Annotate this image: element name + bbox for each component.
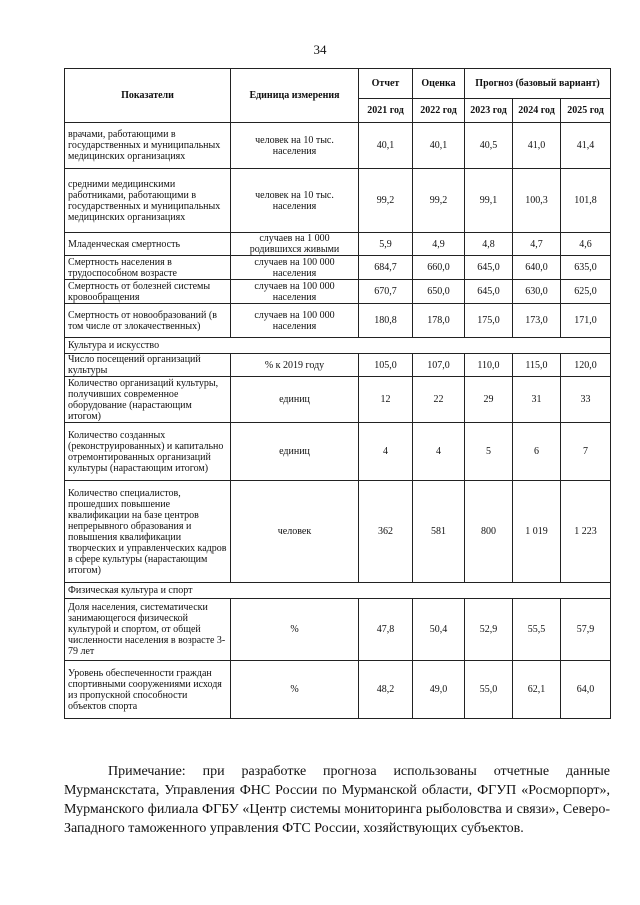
header-unit: Единица измерения xyxy=(231,69,359,123)
indicator-cell: Смертность населения в трудоспособном возрасте xyxy=(65,256,231,280)
unit-cell: случаев на 1 000 родившихся живыми xyxy=(231,233,359,256)
value-cell: 64,0 xyxy=(561,661,611,719)
value-cell: 47,8 xyxy=(359,599,413,661)
value-cell: 55,5 xyxy=(513,599,561,661)
value-cell: 1 223 xyxy=(561,481,611,583)
value-cell: 5,9 xyxy=(359,233,413,256)
value-cell: 173,0 xyxy=(513,304,561,338)
value-cell: 110,0 xyxy=(465,354,513,377)
indicator-cell: Смертность от новообразований (в том числе от злокачественных) xyxy=(65,304,231,338)
value-cell: 4,6 xyxy=(561,233,611,256)
value-cell: 100,3 xyxy=(513,169,561,233)
unit-cell: случаев на 100 000 населения xyxy=(231,304,359,338)
value-cell: 41,4 xyxy=(561,123,611,169)
value-cell: 99,2 xyxy=(413,169,465,233)
value-cell: 640,0 xyxy=(513,256,561,280)
indicator-cell: Количество организаций культуры, получивших современное оборудование (нарастающим итогом) xyxy=(65,377,231,423)
value-cell: 7 xyxy=(561,423,611,481)
unit-cell: % к 2019 году xyxy=(231,354,359,377)
value-cell: 107,0 xyxy=(413,354,465,377)
value-cell: 650,0 xyxy=(413,280,465,304)
table-row xyxy=(65,661,611,719)
indicator-cell: средними медицинскими работниками, работающими в государственных и муниципальных медицинских организациях xyxy=(65,169,231,233)
table-row xyxy=(65,123,611,169)
value-cell: 635,0 xyxy=(561,256,611,280)
value-cell: 55,0 xyxy=(465,661,513,719)
unit-cell: единиц xyxy=(231,423,359,481)
rows-sport xyxy=(65,599,611,719)
table-row xyxy=(65,280,611,304)
table-row xyxy=(65,304,611,338)
value-cell: 99,1 xyxy=(465,169,513,233)
header-year: 2023 год xyxy=(465,99,513,123)
value-cell: 115,0 xyxy=(513,354,561,377)
indicator-cell: Уровень обеспеченности граждан спортивными сооружениями исходя из пропускной способности объектов спорта xyxy=(65,661,231,719)
table-row xyxy=(65,377,611,423)
value-cell: 180,8 xyxy=(359,304,413,338)
header-forecast: Прогноз (базовый вариант) xyxy=(465,69,611,99)
indicator-cell: Доля населения, систематически занимающегося физической культурой и спортом, от общей численности населения в возрасте 3-79 лет xyxy=(65,599,231,661)
unit-cell: человек на 10 тыс. населения xyxy=(231,123,359,169)
value-cell: 645,0 xyxy=(465,280,513,304)
indicator-cell: Число посещений организаций культуры xyxy=(65,354,231,377)
value-cell: 4,9 xyxy=(413,233,465,256)
value-cell: 40,1 xyxy=(359,123,413,169)
unit-cell: случаев на 100 000 населения xyxy=(231,280,359,304)
table-row xyxy=(65,481,611,583)
indicator-cell: Смертность от болезней системы кровообращения xyxy=(65,280,231,304)
rows-culture xyxy=(65,354,611,583)
value-cell: 581 xyxy=(413,481,465,583)
value-cell: 52,9 xyxy=(465,599,513,661)
rows-health xyxy=(65,123,611,338)
section-culture xyxy=(65,338,611,354)
value-cell: 4 xyxy=(413,423,465,481)
value-cell: 6 xyxy=(513,423,561,481)
header-year: 2025 год xyxy=(561,99,611,123)
value-cell: 31 xyxy=(513,377,561,423)
value-cell: 101,8 xyxy=(561,169,611,233)
header-year: 2021 год xyxy=(359,99,413,123)
table-row xyxy=(65,599,611,661)
table-row xyxy=(65,423,611,481)
section-title: Культура и искусство xyxy=(65,338,611,354)
value-cell: 62,1 xyxy=(513,661,561,719)
value-cell: 5 xyxy=(465,423,513,481)
indicator-cell: Количество специалистов, прошедших повышение квалификации на базе центров непрерывного образования и повышения квалификации творческих и управленческих кадров в сфере культуры (нарастающим итогом) xyxy=(65,481,231,583)
value-cell: 57,9 xyxy=(561,599,611,661)
value-cell: 41,0 xyxy=(513,123,561,169)
indicator-cell: врачами, работающими в государственных и муниципальных медицинских организациях xyxy=(65,123,231,169)
value-cell: 362 xyxy=(359,481,413,583)
unit-cell: случаев на 100 000 населения xyxy=(231,256,359,280)
header-year: 2022 год xyxy=(413,99,465,123)
unit-cell: % xyxy=(231,661,359,719)
table-row xyxy=(65,256,611,280)
value-cell: 29 xyxy=(465,377,513,423)
value-cell: 22 xyxy=(413,377,465,423)
indicator-cell: Количество созданных (реконструированных) и капитально отремонтированных организаций культуры (нарастающим итогом) xyxy=(65,423,231,481)
table-row xyxy=(65,354,611,377)
section-sport xyxy=(65,583,611,599)
value-cell: 1 019 xyxy=(513,481,561,583)
header-indicator: Показатели xyxy=(65,69,231,123)
value-cell: 175,0 xyxy=(465,304,513,338)
value-cell: 99,2 xyxy=(359,169,413,233)
value-cell: 40,5 xyxy=(465,123,513,169)
header-estimate: Оценка xyxy=(413,69,465,99)
header-year: 2024 год xyxy=(513,99,561,123)
value-cell: 800 xyxy=(465,481,513,583)
indicator-cell: Младенческая смертность xyxy=(65,233,231,256)
value-cell: 645,0 xyxy=(465,256,513,280)
unit-cell: человек xyxy=(231,481,359,583)
value-cell: 625,0 xyxy=(561,280,611,304)
unit-cell: человек на 10 тыс. населения xyxy=(231,169,359,233)
value-cell: 4,8 xyxy=(465,233,513,256)
footnote: Примечание: при разработке прогноза использованы отчетные данные Мурманскстата, Управления ФНС России по Мурманской области, ФГУП «Росморпорт», Мурманского филиала ФГБУ «Центр системы мониторинга рыболовства и связи», Северо-Западного таможенного управления ФТС России, хозяйствующих субъектов. xyxy=(64,764,610,836)
value-cell: 49,0 xyxy=(413,661,465,719)
value-cell: 120,0 xyxy=(561,354,611,377)
value-cell: 4 xyxy=(359,423,413,481)
value-cell: 670,7 xyxy=(359,280,413,304)
unit-cell: единиц xyxy=(231,377,359,423)
value-cell: 178,0 xyxy=(413,304,465,338)
unit-cell: % xyxy=(231,599,359,661)
header-report: Отчет xyxy=(359,69,413,99)
value-cell: 171,0 xyxy=(561,304,611,338)
value-cell: 33 xyxy=(561,377,611,423)
value-cell: 50,4 xyxy=(413,599,465,661)
value-cell: 40,1 xyxy=(413,123,465,169)
forecast-table xyxy=(64,68,611,719)
value-cell: 12 xyxy=(359,377,413,423)
value-cell: 630,0 xyxy=(513,280,561,304)
value-cell: 48,2 xyxy=(359,661,413,719)
table-row xyxy=(65,233,611,256)
value-cell: 4,7 xyxy=(513,233,561,256)
value-cell: 105,0 xyxy=(359,354,413,377)
table-row xyxy=(65,169,611,233)
section-title: Физическая культура и спорт xyxy=(65,583,611,599)
page-number: 34 xyxy=(313,42,327,57)
value-cell: 660,0 xyxy=(413,256,465,280)
value-cell: 684,7 xyxy=(359,256,413,280)
